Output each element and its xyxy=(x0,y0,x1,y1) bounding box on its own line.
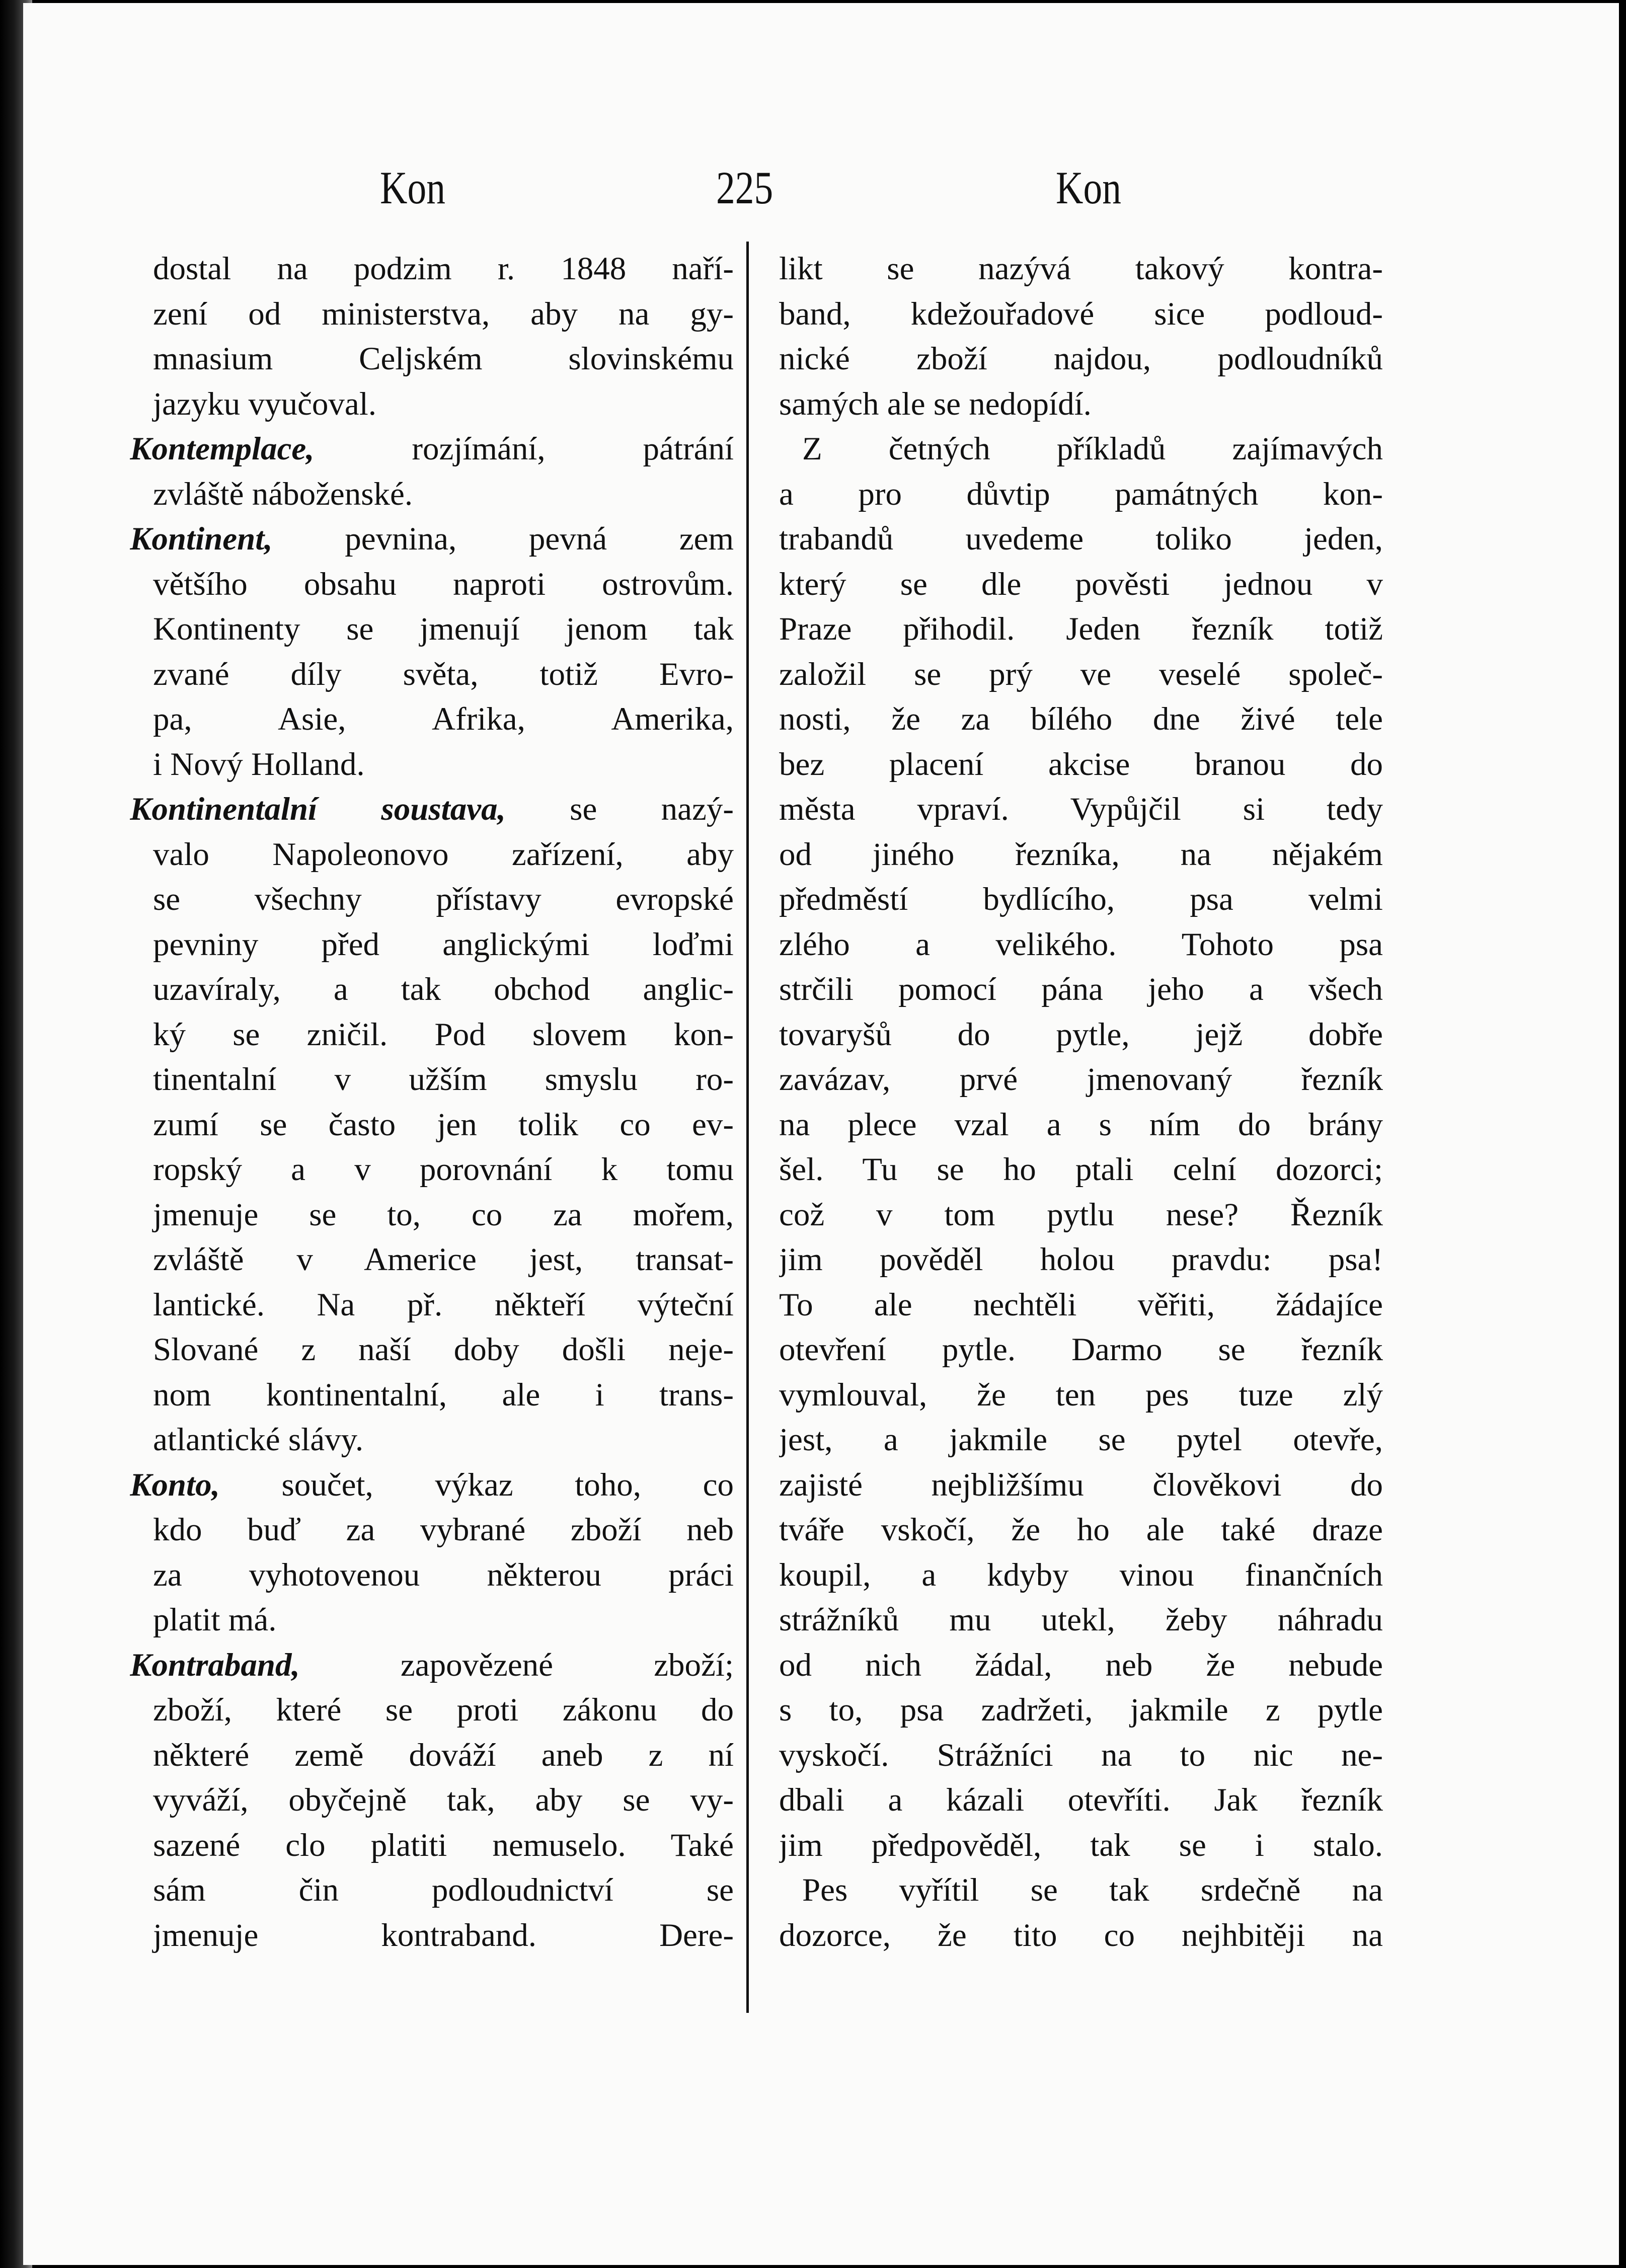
text-line: dbali a kázali otevříti. Jak řezník xyxy=(779,1782,1383,1818)
text-line: dozorce, že tito co nejhbitěji na xyxy=(779,1917,1383,1953)
text-line: jmenuje se to, co za mořem, xyxy=(153,1196,734,1233)
text-line: Slované z naší doby došli neje- xyxy=(153,1332,734,1368)
entry-headword: Kontinent, xyxy=(130,521,273,557)
text-line: zboží, které se proti zákonu do xyxy=(153,1692,734,1728)
text-line: zajisté nejbližšímu člověkovi do xyxy=(779,1466,1383,1503)
page-number: 225 xyxy=(716,162,773,213)
text-line: s to, psa zadržeti, jakmile z pytle xyxy=(779,1692,1383,1728)
text-line: pevniny před anglickými loďmi xyxy=(153,926,734,963)
text-line: zení od ministerstva, aby na gy- xyxy=(153,295,734,332)
text-line: zumí se často jen tolik co ev- xyxy=(153,1106,734,1143)
text-line: tváře vskočí, že ho ale také draze xyxy=(779,1512,1383,1548)
text-line: Z četných příkladů zajímavých xyxy=(802,431,1383,467)
text-line: nické zboží najdou, podloudníků xyxy=(779,341,1383,377)
text-line: se všechny přístavy evropské xyxy=(153,881,734,917)
text-line: ropský a v porovnání k tomu xyxy=(153,1151,734,1188)
text-line: předměstí bydlícího, psa velmi xyxy=(779,881,1383,917)
text-line: strážníků mu utekl, žeby náhradu xyxy=(779,1602,1383,1638)
text-line: uzavíraly, a tak obchod anglic- xyxy=(153,971,734,1007)
text-line: zavázav, prvé jmenovaný řezník xyxy=(779,1061,1383,1098)
text-line xyxy=(130,427,734,472)
text-line: jim předpověděl, tak se i stalo. xyxy=(779,1827,1383,1863)
text-line: některé země dováží aneb z ní xyxy=(153,1737,734,1773)
text-line: mnasium Celjském slovinskému xyxy=(153,341,734,377)
text-line xyxy=(130,787,734,832)
text-line: což v tom pytlu nese? Řezník xyxy=(779,1196,1383,1233)
text-line: od nich žádal, neb že nebude xyxy=(779,1647,1383,1683)
text-line: který se dle pověsti jednou v xyxy=(779,566,1383,602)
text-line: ký se zničil. Pod slovem kon- xyxy=(153,1016,734,1053)
text-line: sám čin podloudnictví se xyxy=(153,1872,734,1908)
text-line: nom kontinentalní, ale i trans- xyxy=(153,1376,734,1413)
text-line: zvláště v Americe jest, transat- xyxy=(153,1241,734,1278)
text-line: strčili pomocí pána jeho a všech xyxy=(779,971,1383,1007)
text-line xyxy=(130,517,734,562)
text-line: atlantické slávy. xyxy=(153,1422,364,1458)
text-line: zlého a velikého. Tohoto psa xyxy=(779,926,1383,963)
text-line: tovaryšů do pytle, jejž dobře xyxy=(779,1016,1383,1053)
text-line: platit má. xyxy=(153,1602,277,1638)
right-text-column xyxy=(779,247,1383,1958)
text-line: Kontinenty se jmenují jenom tak xyxy=(153,611,734,647)
text-line: nosti, že za bílého dne živé tele xyxy=(779,701,1383,737)
left-text-column xyxy=(130,247,734,1958)
text-line: na plece vzal a s ním do brány xyxy=(779,1106,1383,1143)
text-line: vymlouval, že ten pes tuze zlý xyxy=(779,1376,1383,1413)
text-line: dostal na podzim r. 1848 naří- xyxy=(153,251,734,287)
text-line: band, kdežouřadové sice podloud- xyxy=(779,295,1383,332)
text-line: samých ale se nedopídí. xyxy=(779,385,1092,422)
text-line: bez placení akcise branou do xyxy=(779,746,1383,783)
entry-headword: Kontemplace, xyxy=(130,431,315,467)
text-line: koupil, a kdyby vinou finančních xyxy=(779,1556,1383,1593)
text-line: většího obsahu naproti ostrovům. xyxy=(153,566,734,602)
text-line: kdo buď za vybrané zboží neb xyxy=(153,1512,734,1548)
text-line: jmenuje kontraband. Dere- xyxy=(153,1917,734,1953)
text-line: za vyhotovenou některou práci xyxy=(153,1556,734,1593)
text-line: likt se nazývá takový kontra- xyxy=(779,251,1383,287)
text-line xyxy=(130,1643,734,1688)
text-line: zvané díly světa, totiž Evro- xyxy=(153,656,734,692)
entry-text: součet, výkaz toho, co xyxy=(219,1466,734,1503)
page-edge xyxy=(1619,0,1626,2268)
text-line: od jiného řezníka, na nějakém xyxy=(779,836,1383,873)
column-divider-rule xyxy=(746,242,749,2013)
text-line: města vpraví. Vypůjčil si tedy xyxy=(779,791,1383,827)
running-head-right: Kon xyxy=(1056,162,1121,213)
entry-text: pevnina, pevná zem xyxy=(272,521,734,557)
text-line: a pro důvtip památných kon- xyxy=(779,476,1383,512)
text-line: Praze přihodil. Jeden řezník totiž xyxy=(779,611,1383,647)
text-line: i Nový Holland. xyxy=(153,746,365,783)
text-line: tinentalní v užším smyslu ro- xyxy=(153,1061,734,1098)
text-line: vyváží, obyčejně tak, aby se vy- xyxy=(153,1782,734,1818)
entry-text: rozjímání, pátrání xyxy=(314,431,734,467)
text-line: To ale nechtěli věřiti, žádajíce xyxy=(779,1286,1383,1323)
text-line xyxy=(130,1463,734,1508)
text-line: sazené clo platiti nemuselo. Také xyxy=(153,1827,734,1863)
text-line: vyskočí. Strážníci na to nic ne- xyxy=(779,1737,1383,1773)
text-line: založil se prý ve veselé společ- xyxy=(779,656,1383,692)
text-line: pa, Asie, Afrika, Amerika, xyxy=(153,701,734,737)
text-line: jim pověděl holou pravdu: psa! xyxy=(779,1241,1383,1278)
text-line: jazyku vyučoval. xyxy=(153,385,377,422)
text-line: trabandů uvedeme toliko jeden, xyxy=(779,521,1383,557)
text-line: Pes vyřítil se tak srdečně na xyxy=(802,1872,1383,1908)
text-line: otevření pytle. Darmo se řezník xyxy=(779,1332,1383,1368)
text-line: valo Napoleonovo zařízení, aby xyxy=(153,836,734,873)
running-head-left: Kon xyxy=(380,162,445,213)
entry-headword: Konto, xyxy=(130,1466,220,1503)
entry-text: se nazý- xyxy=(505,791,734,827)
text-line: jest, a jakmile se pytel otevře, xyxy=(779,1422,1383,1458)
entry-headword: Kontinentalní soustava, xyxy=(130,791,506,827)
text-line: lantické. Na př. někteří výteční xyxy=(153,1286,734,1323)
text-line: zvláště náboženské. xyxy=(153,476,413,512)
entry-headword: Kontraband, xyxy=(130,1647,300,1683)
entry-text: zapovězené zboží; xyxy=(299,1647,734,1683)
text-line: šel. Tu se ho ptali celní dozorci; xyxy=(779,1151,1383,1188)
